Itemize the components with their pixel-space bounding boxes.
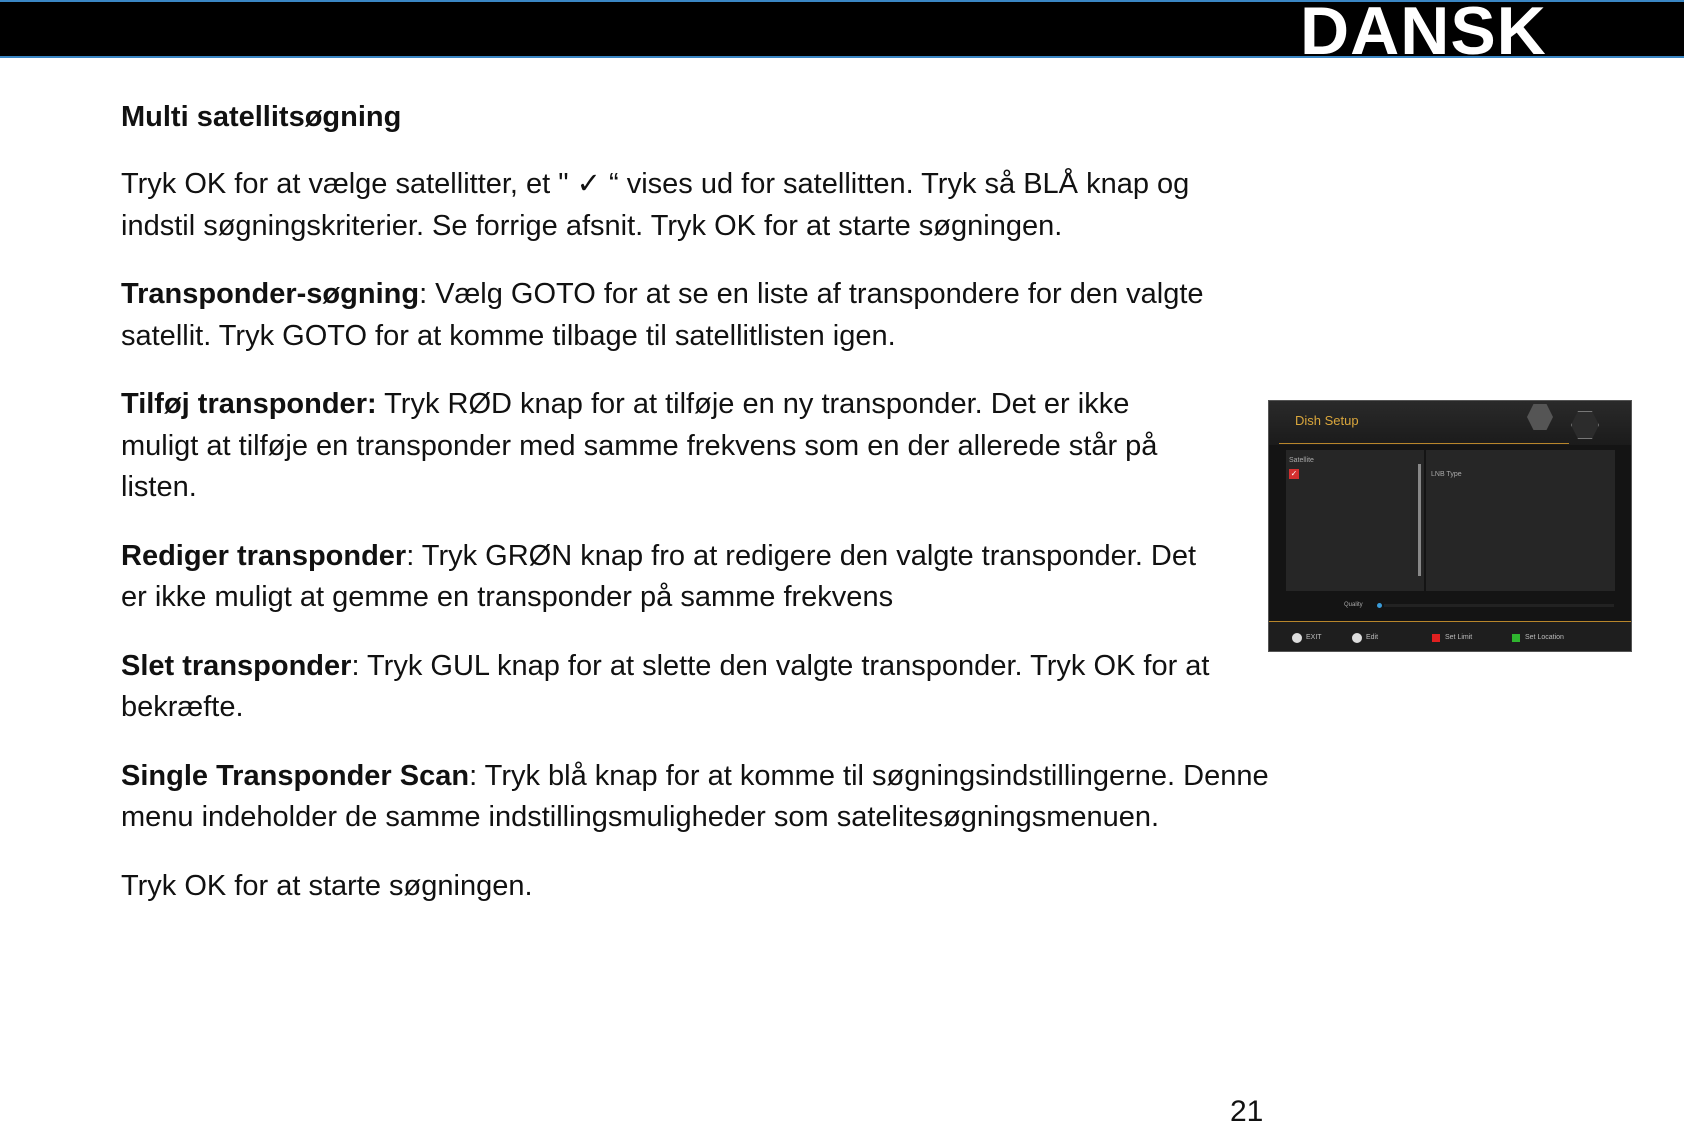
- paragraph: Tilføj transponder: Tryk RØD knap for at tilføje en ny transponder. Det er ikke muligt at tilføje en transponder med samme frekvens som en der allerede står på listen.: [121, 388, 1158, 503]
- header-bar: [0, 0, 1684, 69]
- hexagon-icon: [1527, 404, 1553, 430]
- paragraph: Rediger transponder: Tryk GRØN knap fro at redigere den valgte transponder. Det er ikke muligt at gemme en transponder på samme frekvens: [121, 539, 1197, 613]
- paragraph: Transponder-søgning: Vælg GOTO for at se en liste af transpondere for den valgte satellit. Tryk GOTO for at komme tilbage til satellitlisten igen.: [121, 278, 1204, 352]
- exit-key-icon: [1292, 633, 1302, 643]
- paragraph: Single Transponder Scan: Tryk blå knap for at komme til søgningsindstillingerne. Denne menu indeholder de samme indstillingsmuligheder som satelitesøgningsmenuen.: [121, 759, 1269, 833]
- set-limit-label: Set Limit: [1445, 634, 1473, 641]
- screenshot-title: Dish Setup: [1295, 413, 1359, 428]
- quality-indicator: [1377, 603, 1382, 608]
- ok-key-icon: [1352, 633, 1362, 643]
- page-number: 21: [1230, 1095, 1264, 1128]
- scrollbar: [1418, 464, 1421, 576]
- quality-bar: [1384, 604, 1614, 607]
- red-key-icon: [1432, 634, 1440, 642]
- dish-setup-screenshot: [1268, 400, 1632, 652]
- screenshot-footer: [1269, 621, 1631, 652]
- screenshot-header: [1269, 401, 1631, 445]
- language-label: DANSK: [1300, 0, 1547, 69]
- satellite-label: Satellite: [1289, 457, 1314, 464]
- paragraph: Tryk OK for at vælge satellitter, et " ✓ “ vises ud for satellitten. Tryk så BLÅ knap og indstil søgningskriterier. Se forrige afsnit. Tryk OK for at starte søgningen.: [121, 168, 1190, 242]
- main-content: [121, 100, 1271, 934]
- set-location-label: Set Location: [1525, 634, 1564, 641]
- quality-label: Quality: [1344, 602, 1363, 608]
- green-key-icon: [1512, 634, 1520, 642]
- checkmark-icon: ✓: [1290, 469, 1298, 478]
- paragraph: Tryk OK for at starte søgningen.: [121, 869, 533, 902]
- section-title: Multi satellitsøgning: [121, 101, 402, 133]
- hexagon-icon: [1571, 411, 1599, 439]
- satellite-panel: [1286, 450, 1424, 591]
- paragraph: Slet transponder: Tryk GUL knap for at slette den valgte transponder. Tryk OK for at bekræfte.: [121, 649, 1210, 723]
- edit-label: Edit: [1366, 634, 1379, 641]
- lnb-type-label: LNB Type: [1431, 471, 1462, 478]
- exit-label: EXIT: [1306, 634, 1322, 641]
- divider: [1279, 443, 1569, 444]
